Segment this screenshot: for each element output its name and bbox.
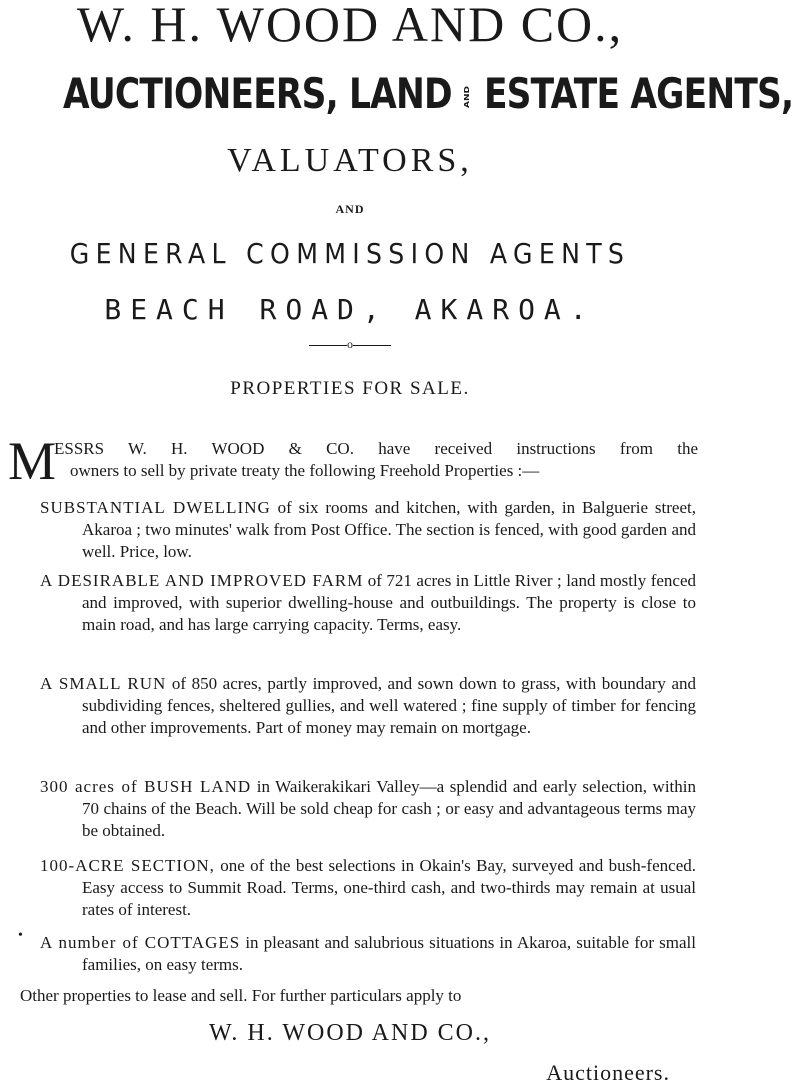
listing-text: of 850 acres, partly improved, and sown down to grass, with boundary and subdividing fences, sheltered gullies, and well watered ; fine supply of timber for fencing and other improvements. Part of money may remain on mortgage. [82, 674, 696, 737]
profession-part-b: ESTATE AGENTS, [483, 69, 793, 118]
and-connector: AND [335, 202, 365, 216]
listing-section [40, 855, 696, 921]
profession-part-a: AUCTIONEERS, LAND [63, 69, 452, 118]
profession-heading [63, 66, 793, 122]
listing-lead: A DESIRABLE AND IMPROVED FARM [40, 571, 364, 590]
signature-firm: W. H. WOOD AND CO., [208, 1020, 491, 1046]
address-heading: BEACH ROAD, AKAROA. [104, 293, 596, 326]
listing-cottages [40, 932, 696, 976]
valuators-heading: VALUATORS, [227, 142, 473, 179]
listing-lead: 300 acres of BUSH LAND [40, 777, 252, 796]
bullet-mark: • [18, 928, 23, 943]
commission-agents-heading: GENERAL COMMISSION AGENTS [69, 237, 631, 270]
section-divider [0, 337, 700, 352]
divider-rule-left [309, 345, 347, 346]
listing-text: of six rooms and kitchen, with garden, in Balguerie street, Akaroa ; two minutes' walk from Post Office. The section is fenced, with good garden and well. Price, low. [82, 498, 696, 561]
listing-lead: A number of COTTAGES [40, 933, 241, 952]
listing-text: in Waikerakikari Valley—a splendid and early selection, within 70 chains of the Beach. Will be sold cheap for cash ; or easy and advantageous terms may be obtained. [82, 777, 697, 840]
listing-text: in pleasant and salubrious situations in Akaroa, suitable for small families, on easy terms. [82, 933, 696, 974]
listing-text: one of the best selections in Okain's Bay, surveyed and bush-fenced. Easy access to Summit Road. Terms, one-third cash, and two-thirds may remain at usual rates of interest. [82, 856, 696, 919]
listing-lead: 100-ACRE SECTION, [40, 856, 215, 875]
listing-farm [40, 570, 696, 636]
listing-text: of 721 acres in Little River ; land mostly fenced and improved, with superior dwelling-house and outbuildings. The property is close to main road, and has large carrying capacity. Terms, easy. [82, 571, 696, 634]
listing-lead: A SMALL RUN [40, 674, 167, 693]
profession-and-stacked: AND [462, 85, 472, 108]
intro-line-2: owners to sell by private treaty the following Freehold Properties :— [70, 461, 540, 480]
firm-title: W. H. WOOD AND CO., [76, 0, 624, 52]
properties-heading: PROPERTIES FOR SALE. [230, 378, 470, 399]
listing-bush-land [40, 776, 696, 842]
apply-line: Other properties to lease and sell. For further particulars apply to [20, 986, 462, 1005]
signature-role: Auctioneers. [546, 1060, 670, 1085]
listing-dwelling [40, 497, 696, 563]
drop-cap: M [8, 431, 57, 491]
divider-rule-right [353, 345, 391, 346]
intro-line-1: ESSRS W. H. WOOD & CO. have received instructions from the [54, 439, 698, 458]
listing-lead: SUBSTANTIAL DWELLING [40, 498, 271, 517]
divider-mark: o [347, 337, 353, 351]
listing-small-run [40, 673, 696, 739]
